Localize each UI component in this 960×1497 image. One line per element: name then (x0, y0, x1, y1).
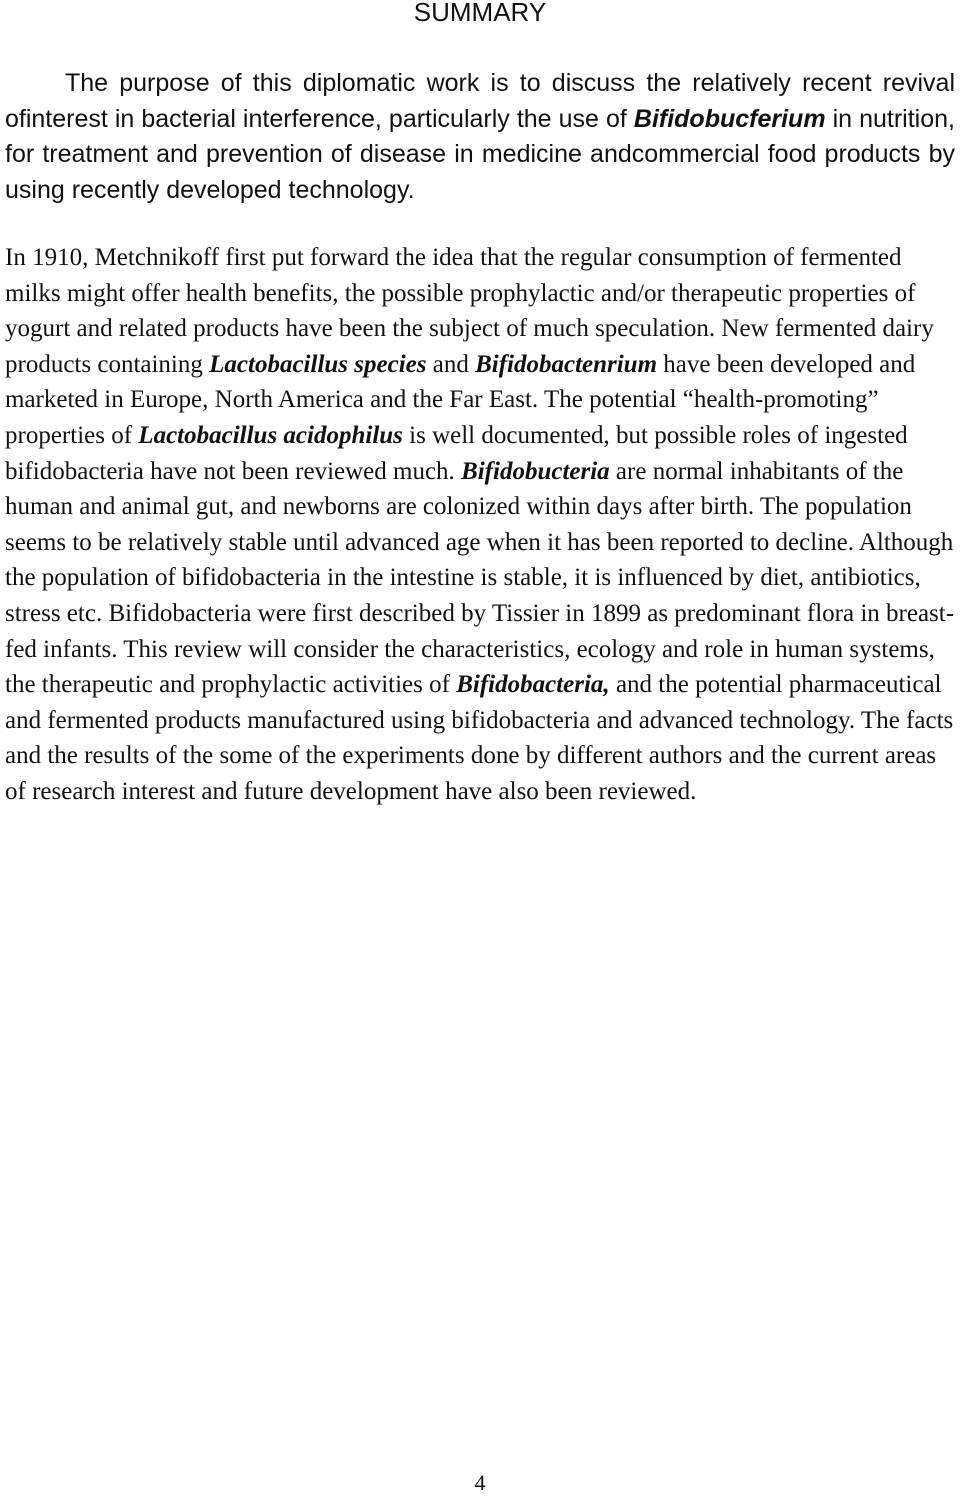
body-text-5: are normal inhabitants of the human and animal gut, and newborns are colonized within days after birth. The population seems to be relatively stable until advanced age when it has been reported to decline. Although the population of bifidobacteria in the intestine is stable, it is influenced by diet, antibiotics, stress etc. Bifidobacteria were first described by Tissier in 1899 as predominant flora in breast-fed infants. This review will consider the characteristics, ecology and role in human systems, the therapeutic and prophylactic activities of (5, 457, 955, 699)
body-emphasis-bifidobactenrium: Bifidobactenrium (475, 350, 658, 378)
intro-text-1: The purpose of this diplomatic work is to discuss the relatively recent revival ofinterest in bacterial interference, particularly the use of (5, 69, 955, 133)
body-text-6: and the potential pharmaceutical and fermented products manufactured using bifidobacteria and advanced technology. The facts and the results of the some of the experiments done by different authors and the current areas of research interest and future development have also been reviewed. (5, 671, 954, 805)
body-emphasis-bifidobacteria: Bifidobacteria, (456, 671, 610, 699)
body-emphasis-bifidobucteria: Bifidobucteria (461, 457, 610, 485)
body-emphasis-lactobacillus-species: Lactobacillus species (209, 350, 427, 378)
body-text-4: is well documented, but possible roles of ingested bifidobacteria have not been reviewed much. (5, 421, 908, 485)
body-text-3: have been developed and marketed in Europe, North America and the Far East. The potential “health-promoting” properties of (5, 350, 916, 449)
body-paragraph (5, 240, 955, 810)
page-number: 4 (474, 1470, 486, 1495)
intro-emphasis-bifidobucferium: Bifidobucferium (633, 104, 826, 133)
body-emphasis-lactobacillus-acidophilus: Lactobacillus acidophilus (138, 421, 403, 449)
body-text-1: In 1910, Metchnikoff first put forward the idea that the regular consumption of fermented milks might offer health benefits, the possible prophylactic and/or therapeutic properties of yogurt and related products have been the subject of much speculation. New fermented dairy products containing (5, 244, 934, 378)
body-text-2: and (426, 350, 476, 378)
page-title: SUMMARY (413, 0, 547, 27)
intro-paragraph (5, 66, 955, 208)
intro-text-2: in nutrition, for treatment and prevention of disease in medicine andcommercial food products by using recently developed technology. (5, 104, 955, 204)
